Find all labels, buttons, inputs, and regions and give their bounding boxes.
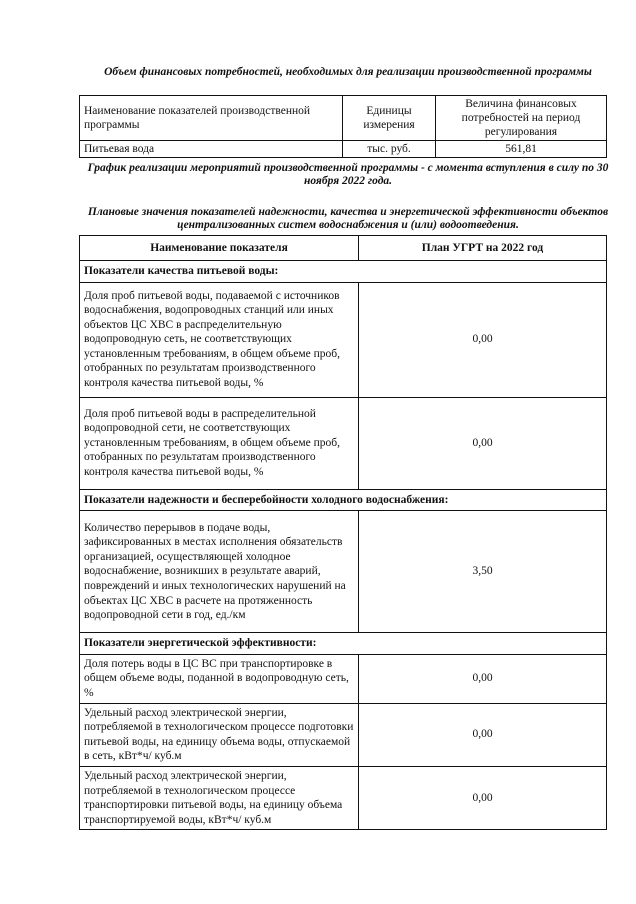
- indicator-name: Удельный расход электрической энергии, потребляемой в технологическом процессе транспортировки питьевой воды, на единицу объема транспортируемой воды, кВт*ч/ куб.м: [80, 766, 359, 829]
- section-row-quality: [80, 261, 607, 283]
- section-row-reliability: [80, 489, 607, 511]
- indicator-value: 0,00: [359, 766, 607, 829]
- indicator-name: Доля проб питьевой воды в распределительной водопроводной сети, не соответствующих установленным требованиям, в общем объеме проб, отобранных по результатам производственного контроля качества питьевой воды, %: [80, 397, 359, 489]
- financial-table-row: [80, 141, 607, 158]
- table-row: [80, 766, 607, 829]
- indicator-name: Доля проб питьевой воды, подаваемой с источников водоснабжения, водопроводных станций или иных объектов ЦС ХВС в распределительную водопроводную сеть, не соответствующих установленным требованиям, в общем объеме проб, отобранных по результатам производственного контроля качества питьевой воды, %: [80, 282, 359, 397]
- indicator-value: 3,50: [359, 511, 607, 633]
- fin-header-amount: Величина финансовых потребностей на период регулирования: [436, 96, 607, 141]
- indicator-value: 0,00: [359, 397, 607, 489]
- indicator-name: Удельный расход электрической энергии, потребляемой в технологическом процессе подготовки питьевой воды, на единицу объема воды, отпускаемой в сеть, кВт*ч/ куб.м: [80, 703, 359, 766]
- table-row: [80, 282, 607, 397]
- fin-cell-unit: тыс. руб.: [343, 141, 436, 158]
- section-title-reliability: Показатели надежности и бесперебойности холодного водоснабжения:: [80, 489, 607, 511]
- table-row: [80, 511, 607, 633]
- ind-header-name: Наименование показателя: [80, 236, 359, 261]
- fin-header-unit: Единицы измерения: [343, 96, 436, 141]
- indicators-header-row: [80, 236, 607, 261]
- indicator-name: Доля потерь воды в ЦС ВС при транспортировке в общем объеме воды, поданной в водопроводную сеть, %: [80, 654, 359, 703]
- section-title-quality: Показатели качества питьевой воды:: [80, 261, 607, 283]
- section-row-energy: [80, 633, 607, 655]
- table-row: [80, 654, 607, 703]
- indicators-table: [79, 235, 607, 830]
- indicator-value: 0,00: [359, 282, 607, 397]
- financial-table-header-row: [80, 96, 607, 141]
- indicator-value: 0,00: [359, 703, 607, 766]
- table-row: [80, 397, 607, 489]
- schedule-heading: График реализации мероприятий производственной программы - с момента вступления в силу по 30 ноября 2022 года.: [87, 162, 609, 187]
- fin-cell-amount: 561,81: [436, 141, 607, 158]
- financial-needs-heading: Объем финансовых потребностей, необходимых для реализации производственной программы: [104, 66, 592, 78]
- table-row: [80, 703, 607, 766]
- section-title-energy: Показатели энергетической эффективности:: [80, 633, 607, 655]
- fin-header-indicator: Наименование показателей производственной программы: [80, 96, 343, 141]
- ind-header-plan: План УГРТ на 2022 год: [359, 236, 607, 261]
- financial-needs-table: [79, 95, 607, 158]
- fin-cell-indicator: Питьевая вода: [80, 141, 343, 158]
- indicator-name: Количество перерывов в подаче воды, зафиксированных в местах исполнения обязательств организацией, осуществляющей холодное водоснабжение, возникших в результате аварий, повреждений и иных технологических нарушений на объектах ЦС ХВС в расчете на протяженность водопроводной сети в год, ед./км: [80, 511, 359, 633]
- indicator-value: 0,00: [359, 654, 607, 703]
- indicators-heading: Плановые значения показателей надежности, качества и энергетической эффективности объектов централизованных систем водоснабжения и (или) водоотведения.: [87, 206, 609, 231]
